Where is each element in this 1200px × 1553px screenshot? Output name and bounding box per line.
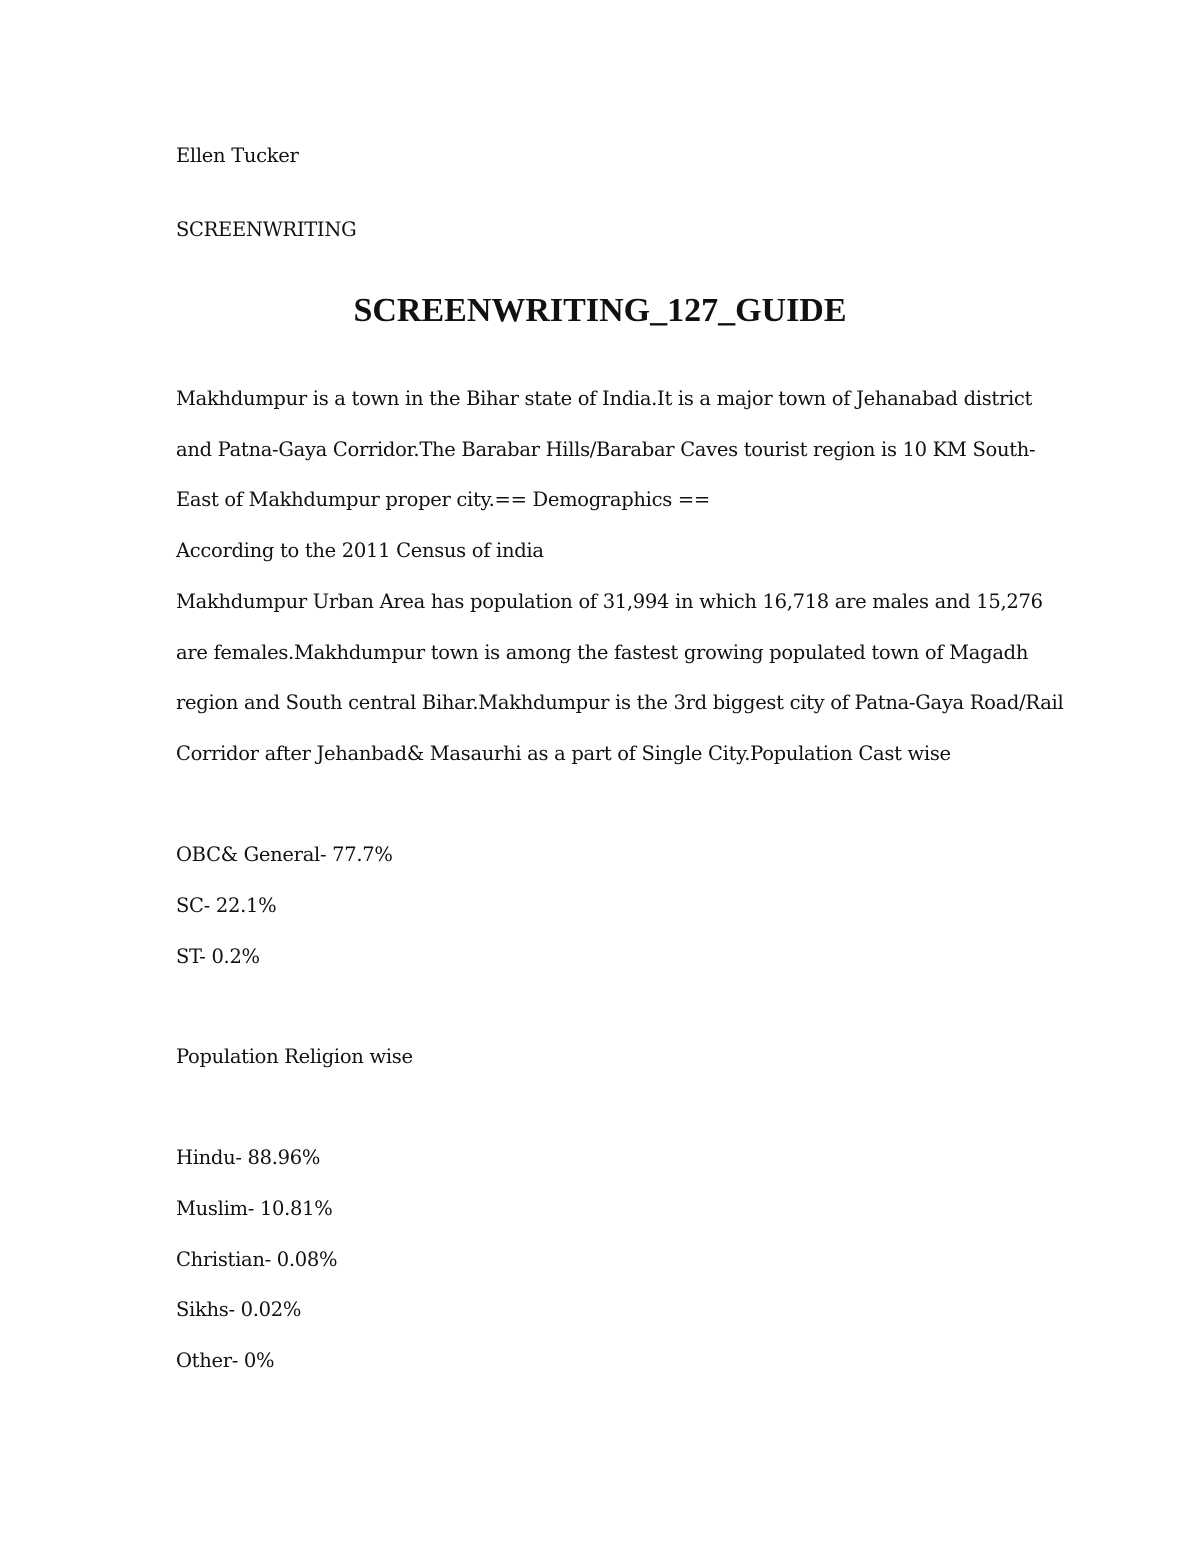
religion-list-item: Christian- 0.08% — [176, 1248, 338, 1271]
paragraph-line: East of Makhdumpur proper city.== Demographics == — [176, 488, 710, 511]
religion-list-item: Other- 0% — [176, 1349, 275, 1372]
course-name: SCREENWRITING — [176, 218, 357, 241]
author-name: Ellen Tucker — [176, 144, 299, 167]
religion-list-item: Hindu- 88.96% — [176, 1146, 321, 1169]
caste-list-item: OBC& General- 77.7% — [176, 843, 393, 866]
caste-list-item: SC- 22.1% — [176, 894, 277, 917]
caste-list-item: ST- 0.2% — [176, 945, 260, 968]
religion-list-item: Muslim- 10.81% — [176, 1197, 333, 1220]
document-title: SCREENWRITING_127_GUIDE — [353, 292, 847, 329]
population-line: region and South central Bihar.Makhdumpur is the 3rd biggest city of Patna-Gaya Road/Rail — [176, 691, 1064, 714]
religion-list-item: Sikhs- 0.02% — [176, 1298, 302, 1321]
population-line: are females.Makhdumpur town is among the fastest growing populated town of Magadh — [176, 641, 1029, 664]
paragraph-line: and Patna-Gaya Corridor.The Barabar Hills/Barabar Caves tourist region is 10 KM South- — [176, 438, 1036, 461]
census-line: According to the 2011 Census of india — [176, 539, 544, 562]
population-line: Makhdumpur Urban Area has population of 31,994 in which 16,718 are males and 15,276 — [176, 590, 1043, 613]
population-line: Corridor after Jehanbad& Masaurhi as a part of Single City.Population Cast wise — [176, 742, 951, 765]
religion-heading: Population Religion wise — [176, 1045, 413, 1068]
paragraph-line: Makhdumpur is a town in the Bihar state of India.It is a major town of Jehanabad district — [176, 387, 1033, 410]
